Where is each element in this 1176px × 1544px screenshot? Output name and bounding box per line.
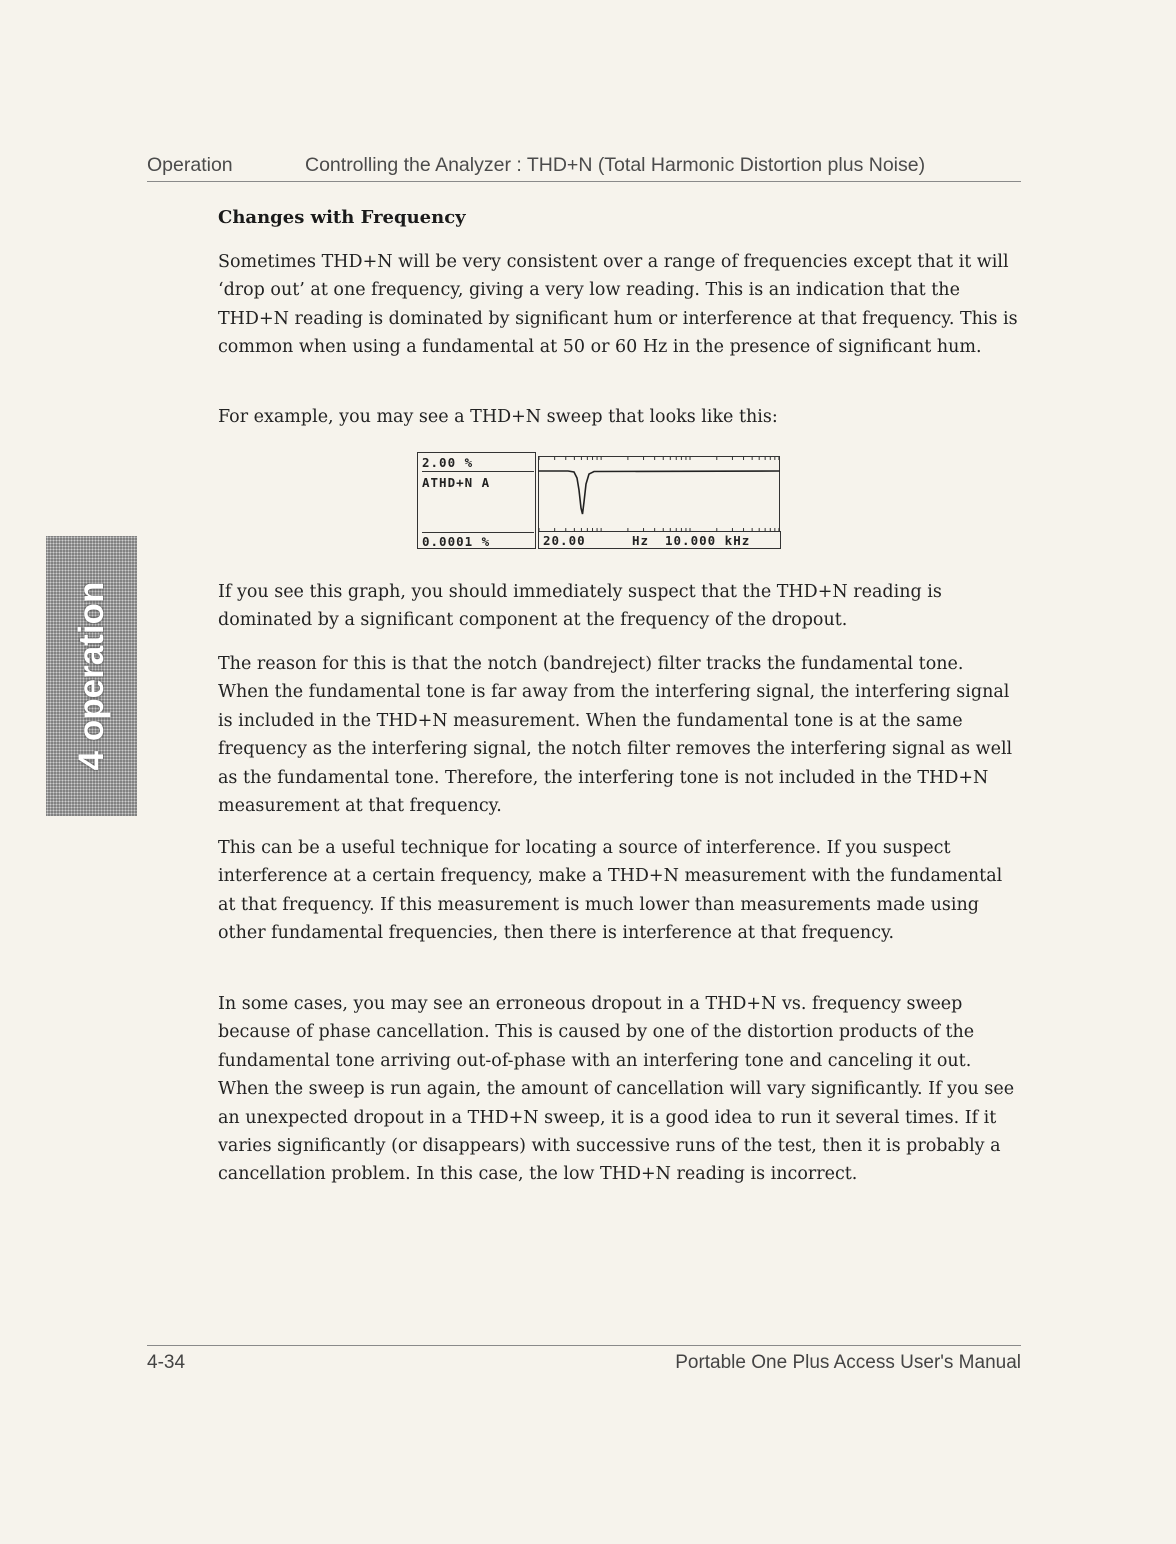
paragraph-5: This can be a useful technique for locating a source of interference. If you suspect interference at a certain frequency, make a THD+N measurement with the fundamental at that frequency. If this measurement is much lower than measurements made using other fundamental frequencies, then there is interference at that frequency. bbox=[218, 838, 1003, 944]
lcd-info-panel bbox=[417, 452, 536, 549]
lcd-y-top-label: 2.00 % bbox=[422, 455, 534, 472]
paragraph-3: If you see this graph, you should immediately suspect that the THD+N reading is dominated by a significant component at the frequency of the dropout. bbox=[218, 582, 942, 631]
lcd-plot-frame bbox=[539, 457, 780, 532]
lcd-y-bottom-label: 0.0001 % bbox=[422, 532, 534, 549]
paragraph-6: In some cases, you may see an erroneous dropout in a THD+N vs. frequency sweep because of phase cancellation. This is caused by one of the distortion products of the fundamental tone arriving out-of-phase with an interfering tone and canceling it out. When the sweep is run again, the amount of cancellation will vary significantly. If you see an unexpected dropout in a THD+N sweep, it is a good idea to run it several times. If it varies significantly (or disappears) with successive runs of the test, then it is probably a cancellation problem. In this case, the low THD+N reading is incorrect. bbox=[218, 994, 1015, 1185]
header-title: Controlling the Analyzer : THD+N (Total Harmonic Distortion plus Noise) bbox=[305, 154, 926, 176]
lcd-x-start-label: 20.00 bbox=[543, 533, 586, 548]
thd-sweep-lcd-graph bbox=[417, 452, 782, 550]
lcd-measurement-label: ATHD+N A bbox=[422, 475, 491, 490]
footer-divider bbox=[147, 1345, 1021, 1346]
page-header bbox=[147, 154, 1021, 182]
manual-title: Portable One Plus Access User's Manual bbox=[675, 1352, 1021, 1373]
thd-sweep-trace bbox=[538, 471, 780, 514]
lcd-plot-area bbox=[538, 452, 781, 532]
lcd-grid-ticks bbox=[539, 457, 779, 531]
chapter-tab-label: 4 operation bbox=[71, 581, 111, 771]
section-heading: Changes with Frequency bbox=[218, 207, 466, 228]
chapter-side-tab bbox=[46, 536, 137, 816]
lcd-x-unit-label: Hz bbox=[632, 533, 650, 548]
lcd-x-axis-labels bbox=[538, 531, 781, 549]
paragraph-1: Sometimes THD+N will be very consistent over a range of frequencies except that it will ‘drop out’ at one frequency, giving a very low reading. This is an indication that the THD+N reading is dominated by significant hum or interference at that frequency. This is common when using a fundamental at 50 or 60 Hz in the presence of significant hum. bbox=[218, 252, 1018, 358]
paragraph-4: The reason for this is that the notch (bandreject) filter tracks the fundamental tone. When the fundamental tone is far away from the interfering signal, the interfering signal is included in the THD+N measurement. When the fundamental tone is at the same frequency as the interfering signal, the notch filter removes the interfering signal as well as the fundamental tone. Therefore, the interfering tone is not included in the THD+N measurement at that frequency. bbox=[218, 654, 1013, 817]
paragraph-2: For example, you may see a THD+N sweep that looks like this: bbox=[218, 407, 778, 427]
lcd-x-end-label: 10.000 kHz bbox=[665, 533, 751, 548]
page-number: 4-34 bbox=[147, 1352, 186, 1373]
header-section: Operation bbox=[147, 154, 233, 176]
